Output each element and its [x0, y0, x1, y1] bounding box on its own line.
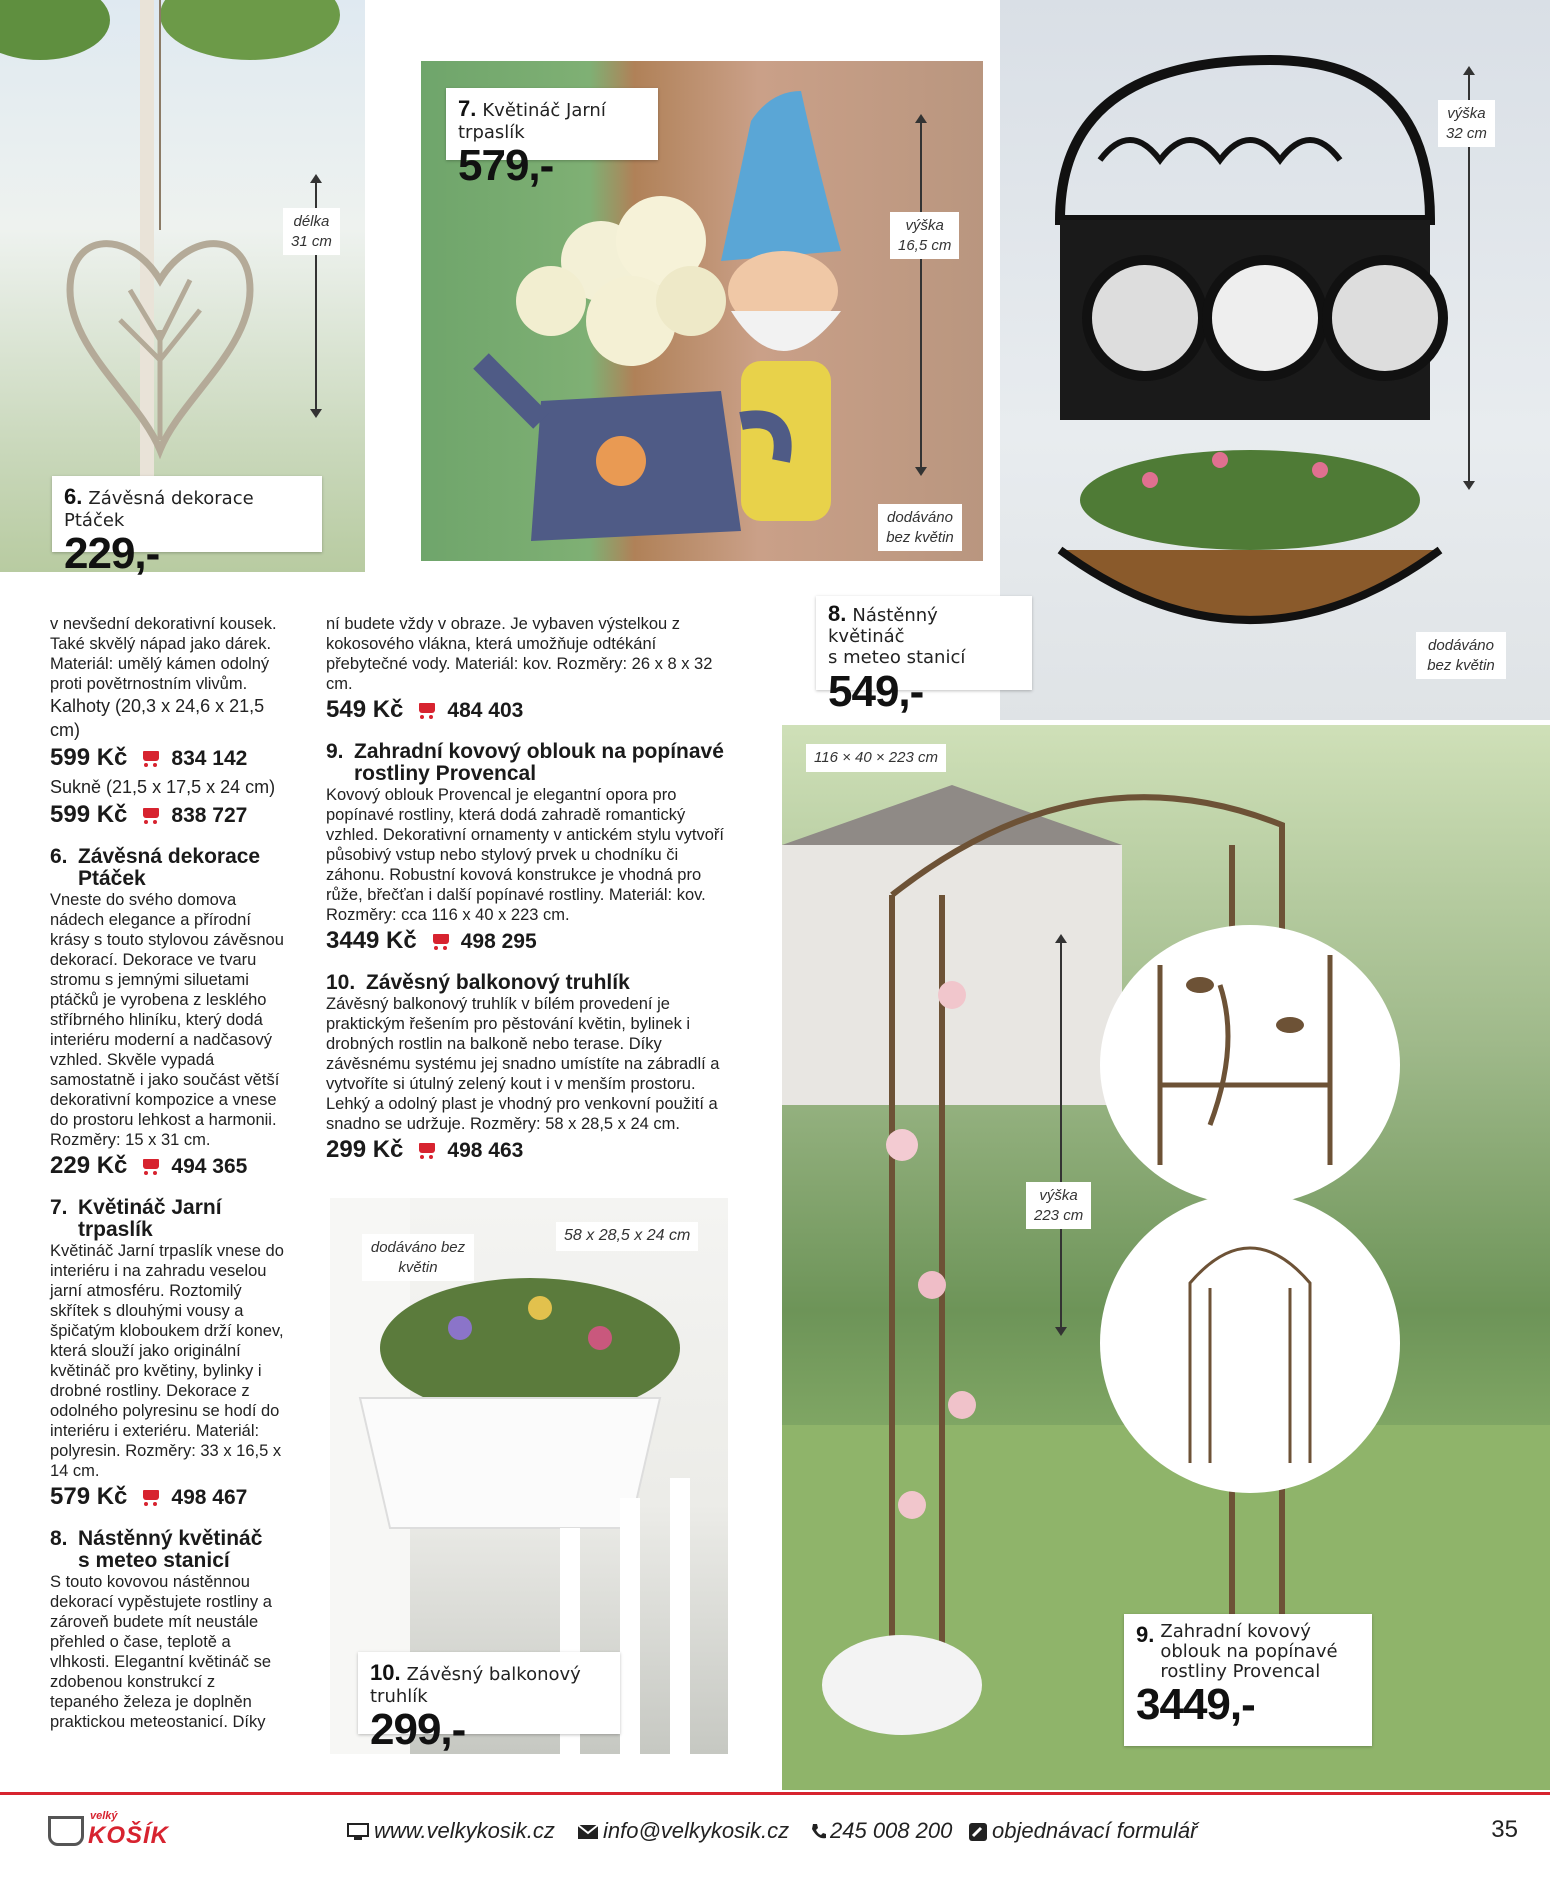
offer-price: 229,-	[64, 529, 160, 578]
item-heading	[50, 1528, 286, 1572]
box-note: dodáváno bez květin	[362, 1234, 474, 1281]
price-value: 3449 Kč	[326, 927, 417, 954]
meteo-price-tag	[816, 596, 1032, 716]
variant-label: Kalhoty (20,3 x 24,6 x 21,5 cm)	[50, 696, 265, 740]
cart-icon	[141, 1159, 161, 1175]
cart-icon	[141, 751, 161, 767]
arch-height-label: výška 223 cm	[1026, 1182, 1091, 1229]
price-value: 579 Kč	[50, 1483, 128, 1510]
arch-height-line	[1060, 940, 1062, 1330]
offer-number: 6.	[64, 484, 83, 509]
gnome-height-label: výška 16,5 cm	[890, 212, 959, 259]
phone-text: 245 008 200	[830, 1818, 953, 1843]
heart-length-label: délka 31 cm	[283, 208, 340, 255]
item-number: 7.	[50, 1196, 68, 1219]
logo-text: KOŠÍK	[88, 1822, 170, 1849]
gnome-height-line	[920, 120, 922, 470]
arch-full-circle	[1100, 1193, 1400, 1493]
cart-icon	[141, 1490, 161, 1506]
offer-price: 3449,-	[1136, 1680, 1255, 1729]
item-description: Kovový oblouk Provencal je elegantní opora pro popínavé rostliny, která dodá zahradě romantický vzhled. Dekorativní ornamenty v antickém stylu vytvoří působivý vstup nebo stylový prvek u chodníku či záhonu. Robustní kovová konstrukce je vhodná pro růže, břečťan i další popínavé rostliny. Materiál: kov. Rozměry: cca 116 x 40 x 223 cm.	[326, 786, 724, 924]
item-heading	[50, 846, 286, 890]
item-title-continued: rostliny Provencal	[354, 762, 537, 785]
box-dimensions-label: 58 x 28,5 x 24 cm	[556, 1222, 698, 1251]
order-code: 834 142	[171, 747, 248, 770]
order-code: 498 295	[460, 930, 537, 953]
order-code: 838 727	[171, 804, 248, 827]
offer-name: Závěsná dekorace Ptáček	[64, 488, 254, 531]
item-number: 6.	[50, 845, 68, 868]
item-heading	[326, 972, 730, 994]
offer-number: 8.	[828, 601, 847, 626]
footer	[0, 1800, 1550, 1860]
price-line	[326, 1134, 730, 1167]
meteo-height-label: výška 32 cm	[1438, 100, 1495, 147]
intro-paragraph: ní budete vždy v obraze. Je vybaven výstelkou z kokosového vlákna, která umožňuje odtékání přebytečné vody. Materiál: kov. Rozměry: 26 x 8 x 32 cm.	[326, 615, 713, 693]
cart-icon	[431, 934, 451, 950]
gnome-note: dodáváno bez květin	[878, 504, 962, 551]
offer-name: Zahradní kovový oblouk na popínavé rostliny Provencal	[1160, 1621, 1338, 1682]
phone-link[interactable]	[810, 1818, 952, 1844]
price-value: 599 Kč	[50, 801, 128, 828]
price-value: 599 Kč	[50, 744, 128, 771]
price-line	[50, 1150, 286, 1183]
offer-number: 10.	[370, 1660, 401, 1685]
offer-price: 299,-	[370, 1705, 466, 1754]
arch-dimensions-label: 116 × 40 × 223 cm	[806, 744, 946, 772]
item-title: Závěsná dekorace	[78, 845, 261, 868]
item-description: Vneste do svého domova nádech elegance a přírodní krásy s touto stylovou závěsnou dekorací. Dekorace ve tvaru stromu s jemnými siluetami ptáčků je vyrobena z lesklého stříbrného hliníku, který dodá interiéru moderní a nadčasový vzhled. Skvěle vypadá samostatně i jako součást větší dekorativní kompozice a vnese do prostoru lehkost a harmonii. Rozměry: 15 x 31 cm.	[50, 891, 284, 1149]
arch-detail-circle	[1100, 925, 1400, 1205]
price-line	[326, 925, 730, 958]
cart-icon	[417, 703, 437, 719]
website-text: www.velkykosik.cz	[374, 1818, 555, 1843]
offer-name: Nástěnný květináč s meteo stanicí	[828, 605, 966, 668]
item-heading	[50, 1197, 286, 1241]
text-column-1	[50, 614, 286, 1732]
order-code: 498 463	[447, 1139, 524, 1162]
monitor-icon	[346, 1822, 370, 1842]
price-line	[50, 799, 286, 832]
item-number: 9.	[326, 740, 344, 763]
website-link[interactable]	[346, 1818, 555, 1844]
gnome-price-tag	[446, 88, 658, 190]
item-title: Zahradní kovový oblouk na popínavé	[354, 740, 724, 763]
offer-number: 7.	[458, 96, 477, 121]
arch-price-tag	[1124, 1614, 1372, 1746]
item-heading	[326, 741, 730, 785]
offer-name: Závěsný balkonový truhlík	[370, 1664, 581, 1707]
item-description: S touto kovovou nástěnnou dekorací vypěstujete rostliny a zároveň budete mít neustále přehled o čase, teplotě a vlhkosti. Elegantní květináč se zdobenou konstrukcí z tepaného železa je doplněn praktickou meteostanicí. Díky	[50, 1573, 272, 1731]
order-code: 484 403	[447, 699, 524, 722]
item-title-continued: Ptáček	[78, 867, 146, 890]
order-code: 498 467	[171, 1486, 248, 1509]
arch-full-illustration	[1100, 1193, 1400, 1493]
cart-icon	[141, 808, 161, 824]
cart-icon	[417, 1143, 437, 1159]
item-title: Nástěnný květináč	[78, 1527, 263, 1550]
price-value: 299 Kč	[326, 1136, 404, 1163]
price-line	[50, 742, 286, 775]
page-number: 35	[1491, 1816, 1518, 1843]
heart-price-tag	[52, 476, 322, 578]
logo-small-text: velký	[90, 1810, 118, 1822]
offer-name: Květináč Jarní trpaslík	[458, 100, 606, 143]
item-description: Závěsný balkonový truhlík v bílém provedení je praktickým řešením pro pěstování květin, bylinek i drobných rostlin na balkoně nebo terase. Díky závěsnému systému jej snadno umístíte na zábradlí a vytvoříte si útulný zelený kout i v menším prostoru. Lehký a odolný plast je vhodný pro venkovní použití a snadno se udržuje. Rozměry: 58 x 28,5 x 24 cm.	[326, 995, 720, 1133]
offer-price: 579,-	[458, 141, 554, 190]
footer-divider	[0, 1792, 1550, 1795]
form-icon	[968, 1822, 988, 1842]
item-title-continued: s meteo stanicí	[78, 1549, 230, 1572]
arch-detail-illustration	[1100, 925, 1400, 1205]
order-form-text: objednávací formulář	[992, 1818, 1198, 1843]
price-value: 229 Kč	[50, 1152, 128, 1179]
variant-label: Sukně (21,5 x 17,5 x 24 cm)	[50, 777, 276, 797]
price-line	[50, 1481, 286, 1514]
item-title: Závěsný balkonový truhlík	[366, 971, 630, 994]
meteo-note: dodáváno bez květin	[1416, 632, 1506, 679]
text-column-2	[326, 614, 730, 1167]
item-title-continued: trpaslík	[78, 1218, 153, 1241]
email-text: info@velkykosik.cz	[603, 1818, 790, 1843]
brand-logo[interactable]	[48, 1810, 178, 1854]
price-line	[326, 694, 730, 727]
phone-icon	[810, 1823, 826, 1841]
offer-number: 9.	[1136, 1622, 1155, 1647]
item-title: Květináč Jarní	[78, 1196, 222, 1219]
item-description: Květináč Jarní trpaslík vnese do interiéru i na zahradu veselou jarní atmosféru. Roztomilý skřítek s dlouhými vousy a špičatým kloboukem drží konev, která slouží jako originální květináč pro květiny, bylinky i drobné rostliny. Dekorace z odolného polyresinu se hodí do interiéru i exteriéru. Materiál: polyresin. Rozměry: 33 x 16,5 x 14 cm.	[50, 1242, 284, 1480]
order-code: 494 365	[171, 1155, 248, 1178]
envelope-icon	[577, 1824, 599, 1840]
email-link[interactable]	[577, 1818, 789, 1844]
item-number: 10.	[326, 971, 356, 994]
intro-paragraph: v nevšední dekorativní kousek. Také skvělý nápad jako dárek. Materiál: umělý kámen odolný proti povětrnostním vlivům.	[50, 615, 277, 693]
item-number: 8.	[50, 1527, 68, 1550]
box-price-tag	[358, 1652, 620, 1754]
basket-icon	[48, 1816, 84, 1846]
order-form-link[interactable]	[968, 1818, 1197, 1844]
price-value: 549 Kč	[326, 696, 404, 723]
offer-price: 549,-	[828, 667, 924, 716]
